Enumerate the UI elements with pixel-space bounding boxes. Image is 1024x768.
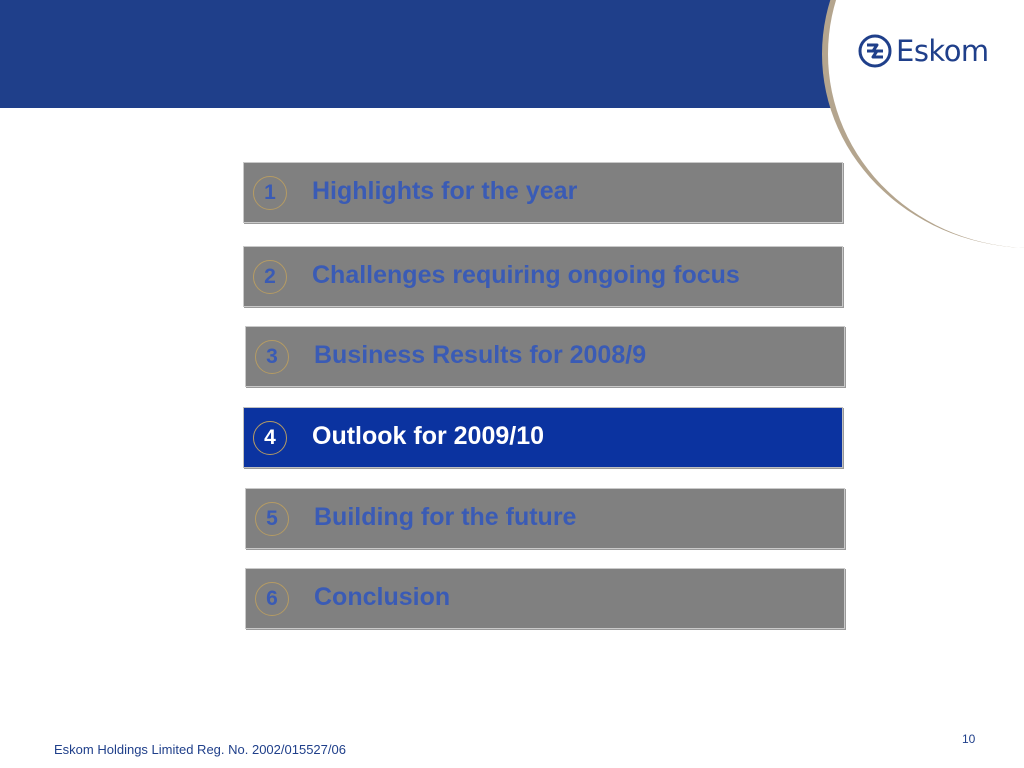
page-number: 10 bbox=[962, 732, 976, 746]
agenda-item-5[interactable] bbox=[245, 488, 845, 549]
agenda-item-4[interactable] bbox=[243, 407, 843, 468]
logo-wordmark: Eskom bbox=[896, 33, 989, 68]
agenda-number-badge: 3 bbox=[255, 340, 289, 374]
agenda-number-badge: 2 bbox=[253, 260, 287, 294]
agenda-item-title: Conclusion bbox=[314, 583, 451, 611]
footer-registration-text: Eskom Holdings Limited Reg. No. 2002/015527/06 bbox=[54, 742, 346, 757]
agenda-number-badge: 5 bbox=[255, 502, 289, 536]
agenda-item-title: Outlook for 2009/10 bbox=[312, 422, 545, 450]
agenda-item-title: Building for the future bbox=[314, 503, 577, 531]
agenda-item-6[interactable] bbox=[245, 568, 845, 629]
agenda-number-badge: 6 bbox=[255, 582, 289, 616]
agenda-item-1[interactable] bbox=[243, 162, 843, 223]
agenda-item-title: Challenges requiring ongoing focus bbox=[312, 261, 740, 289]
agenda-number-badge: 4 bbox=[253, 421, 287, 455]
agenda-number-badge: 1 bbox=[253, 176, 287, 210]
eskom-logo bbox=[858, 34, 989, 68]
agenda-item-2[interactable] bbox=[243, 246, 843, 307]
agenda-item-title: Business Results for 2008/9 bbox=[314, 341, 647, 369]
agenda-item-title: Highlights for the year bbox=[312, 177, 578, 205]
eskom-logo-icon bbox=[858, 34, 892, 68]
agenda-item-3[interactable] bbox=[245, 326, 845, 387]
